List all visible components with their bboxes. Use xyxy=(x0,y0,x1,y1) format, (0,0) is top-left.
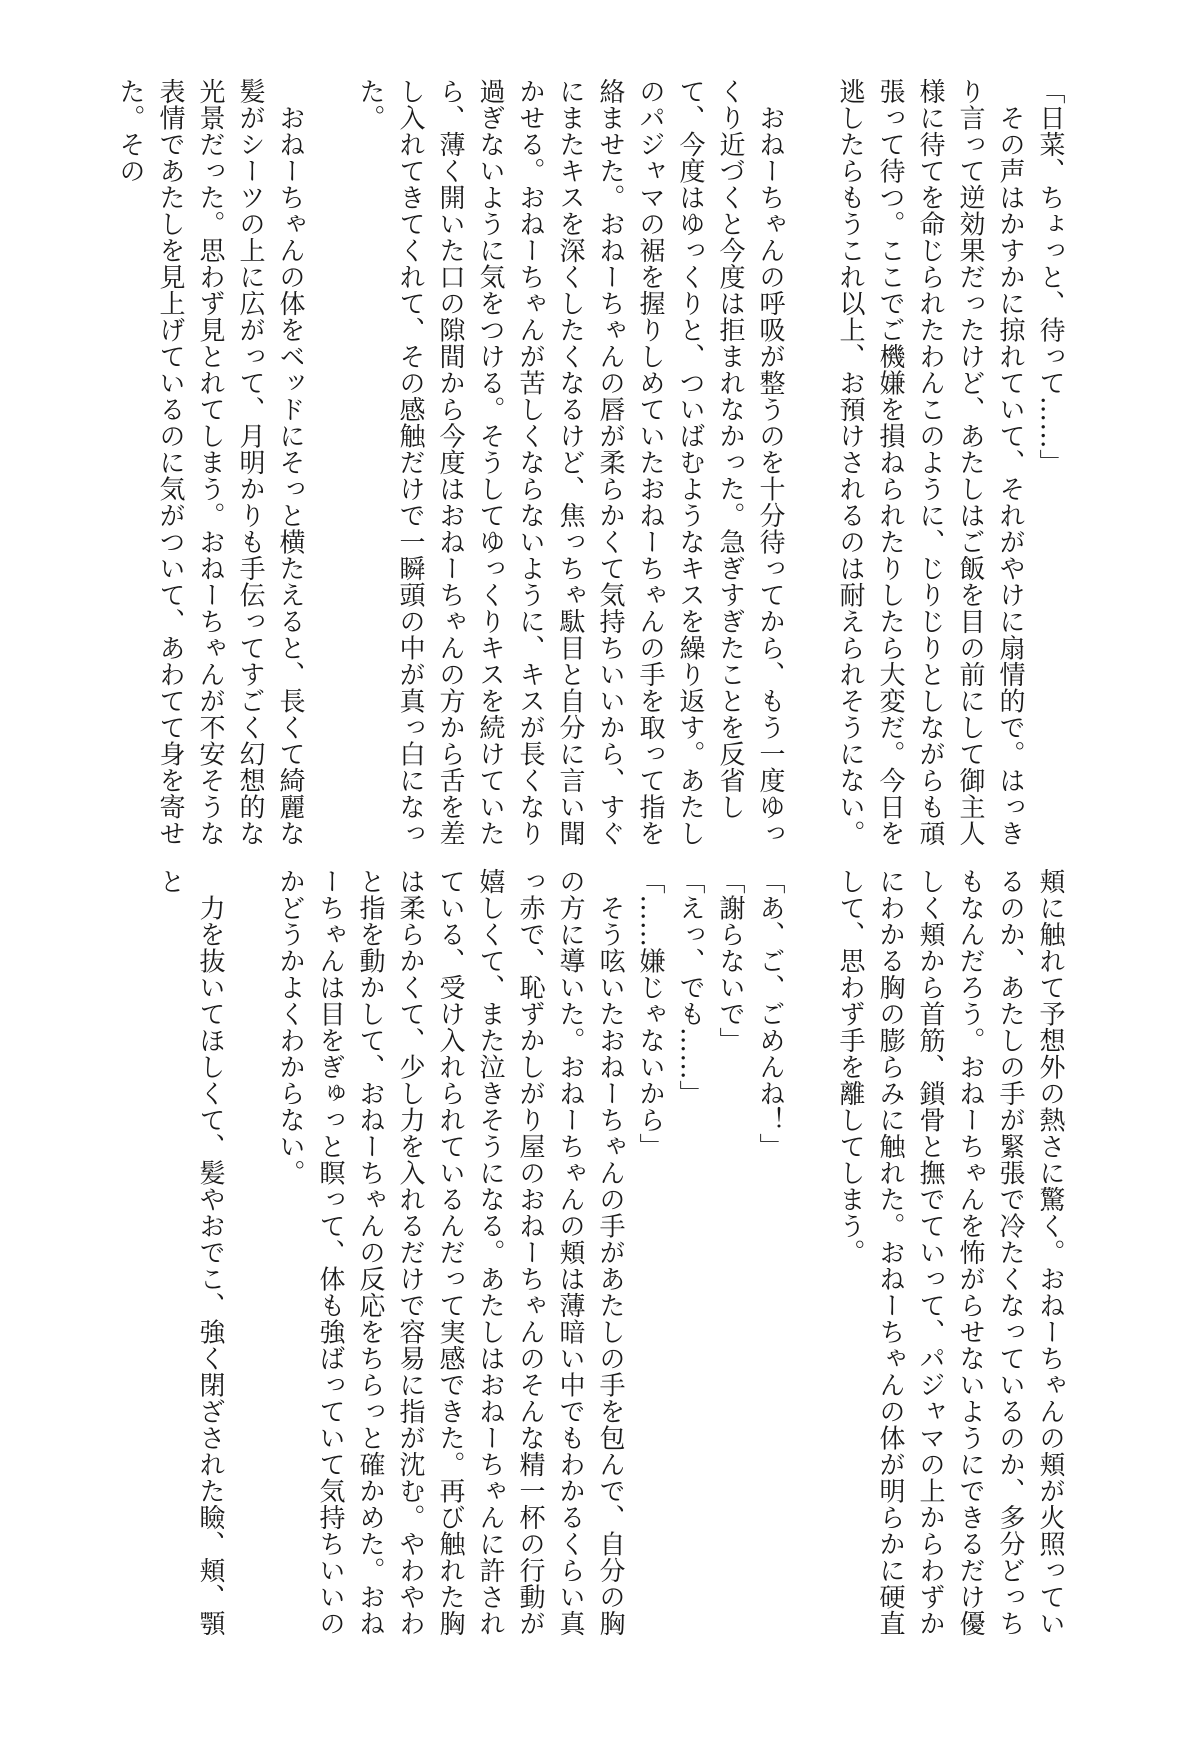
paragraph: そう呟いたおねーちゃんの手があたしの手を包んで、自分の胸の方に導いた。おねーちゃんの頬は薄暗い中でもわかるくらい真っ赤で、恥ずかしがり屋のおねーちゃんのそんな精一杯の行動が嬉しくて、また泣きそうになる。あたしはおねーちゃんに許されている、受け入れられているんだって実感できた。再び触れた胸は柔らかくて、少し力を入れるだけで容易に指が沈む。やわやわと指を動かして、おねーちゃんの反応をちらっと確かめた。おねーちゃんは目をぎゅっと瞑って、体も強ばっていて気持ちいいのかどうかよくわからない。 xyxy=(275,868,625,1637)
paragraph: 「えっ、でも……」 xyxy=(675,868,705,1107)
paragraph: 「あ、ご、ごめんね！」 xyxy=(755,868,785,1160)
paragraph: 力を抜いてほしくて、髪やおでこ、強く閉ざされた瞼、頬、顎と xyxy=(155,868,225,1637)
paragraph: 「日菜、ちょっと、待って……」 xyxy=(1035,78,1065,476)
paragraph: 「謝らないで」 xyxy=(715,868,745,1054)
upper-text-block xyxy=(115,78,1070,858)
paragraph: おねーちゃんの体をベッドにそっと横たえると、長くて綺麗な髪がシーツの上に広がって、月明かりも手伝ってすごく幻想的な光景だった。思わず見とれてしまう。おねーちゃんが不安そうな表情であたしを見上げているのに気がついて、あわてて身を寄せた。その xyxy=(115,78,305,847)
paragraph: おねーちゃんの呼吸が整うのを十分待ってから、もう一度ゆっくり近づくと今度は拒まれなかった。急ぎすぎたことを反省して、今度はゆっくりと、ついばむようなキスを繰り返す。あたしのパジャマの裾を握りしめていたおねーちゃんの手を取って指を絡ませた。おねーちゃんの唇が柔らかくて気持ちいいから、すぐにまたキスを深くしたくなるけど、焦っちゃ駄目と自分に言い聞かせる。おねーちゃんが苦しくならないように、キスが長くなり過ぎないように気をつける。そうしてゆっくりキスを続けていたら、薄く開いた口の隙間から今度はおねーちゃんの方から舌を差し入れてきてくれて、その感触だけで一瞬頭の中が真っ白になった。 xyxy=(355,78,785,847)
lower-text-block xyxy=(130,868,1070,1648)
paragraph: 頬に触れて予想外の熱さに驚く。おねーちゃんの頬が火照っているのか、あたしの手が緊張で冷たくなっているのか、多分どっちもなんだろう。おねーちゃんを怖がらせないようにできるだけ優しく頬から首筋、鎖骨と撫でていって、パジャマの上からわずかにわかる胸の膨らみに触れた。おねーちゃんの体が明らかに硬直して、思わず手を離してしまう。 xyxy=(835,868,1065,1637)
paragraph: その声はかすかに掠れていて、それがやけに扇情的で。はっきり言って逆効果だったけど、あたしはご飯を目の前にして御主人様に待てを命じられたわんこのように、じりじりとしながらも頑張って待つ。ここでご機嫌を損ねられたりしたら大変だ。今日を逃したらもうこれ以上、お預けされるのは耐えられそうにない。 xyxy=(835,78,1025,847)
paragraph: 「……嫌じゃないから」 xyxy=(635,868,665,1160)
